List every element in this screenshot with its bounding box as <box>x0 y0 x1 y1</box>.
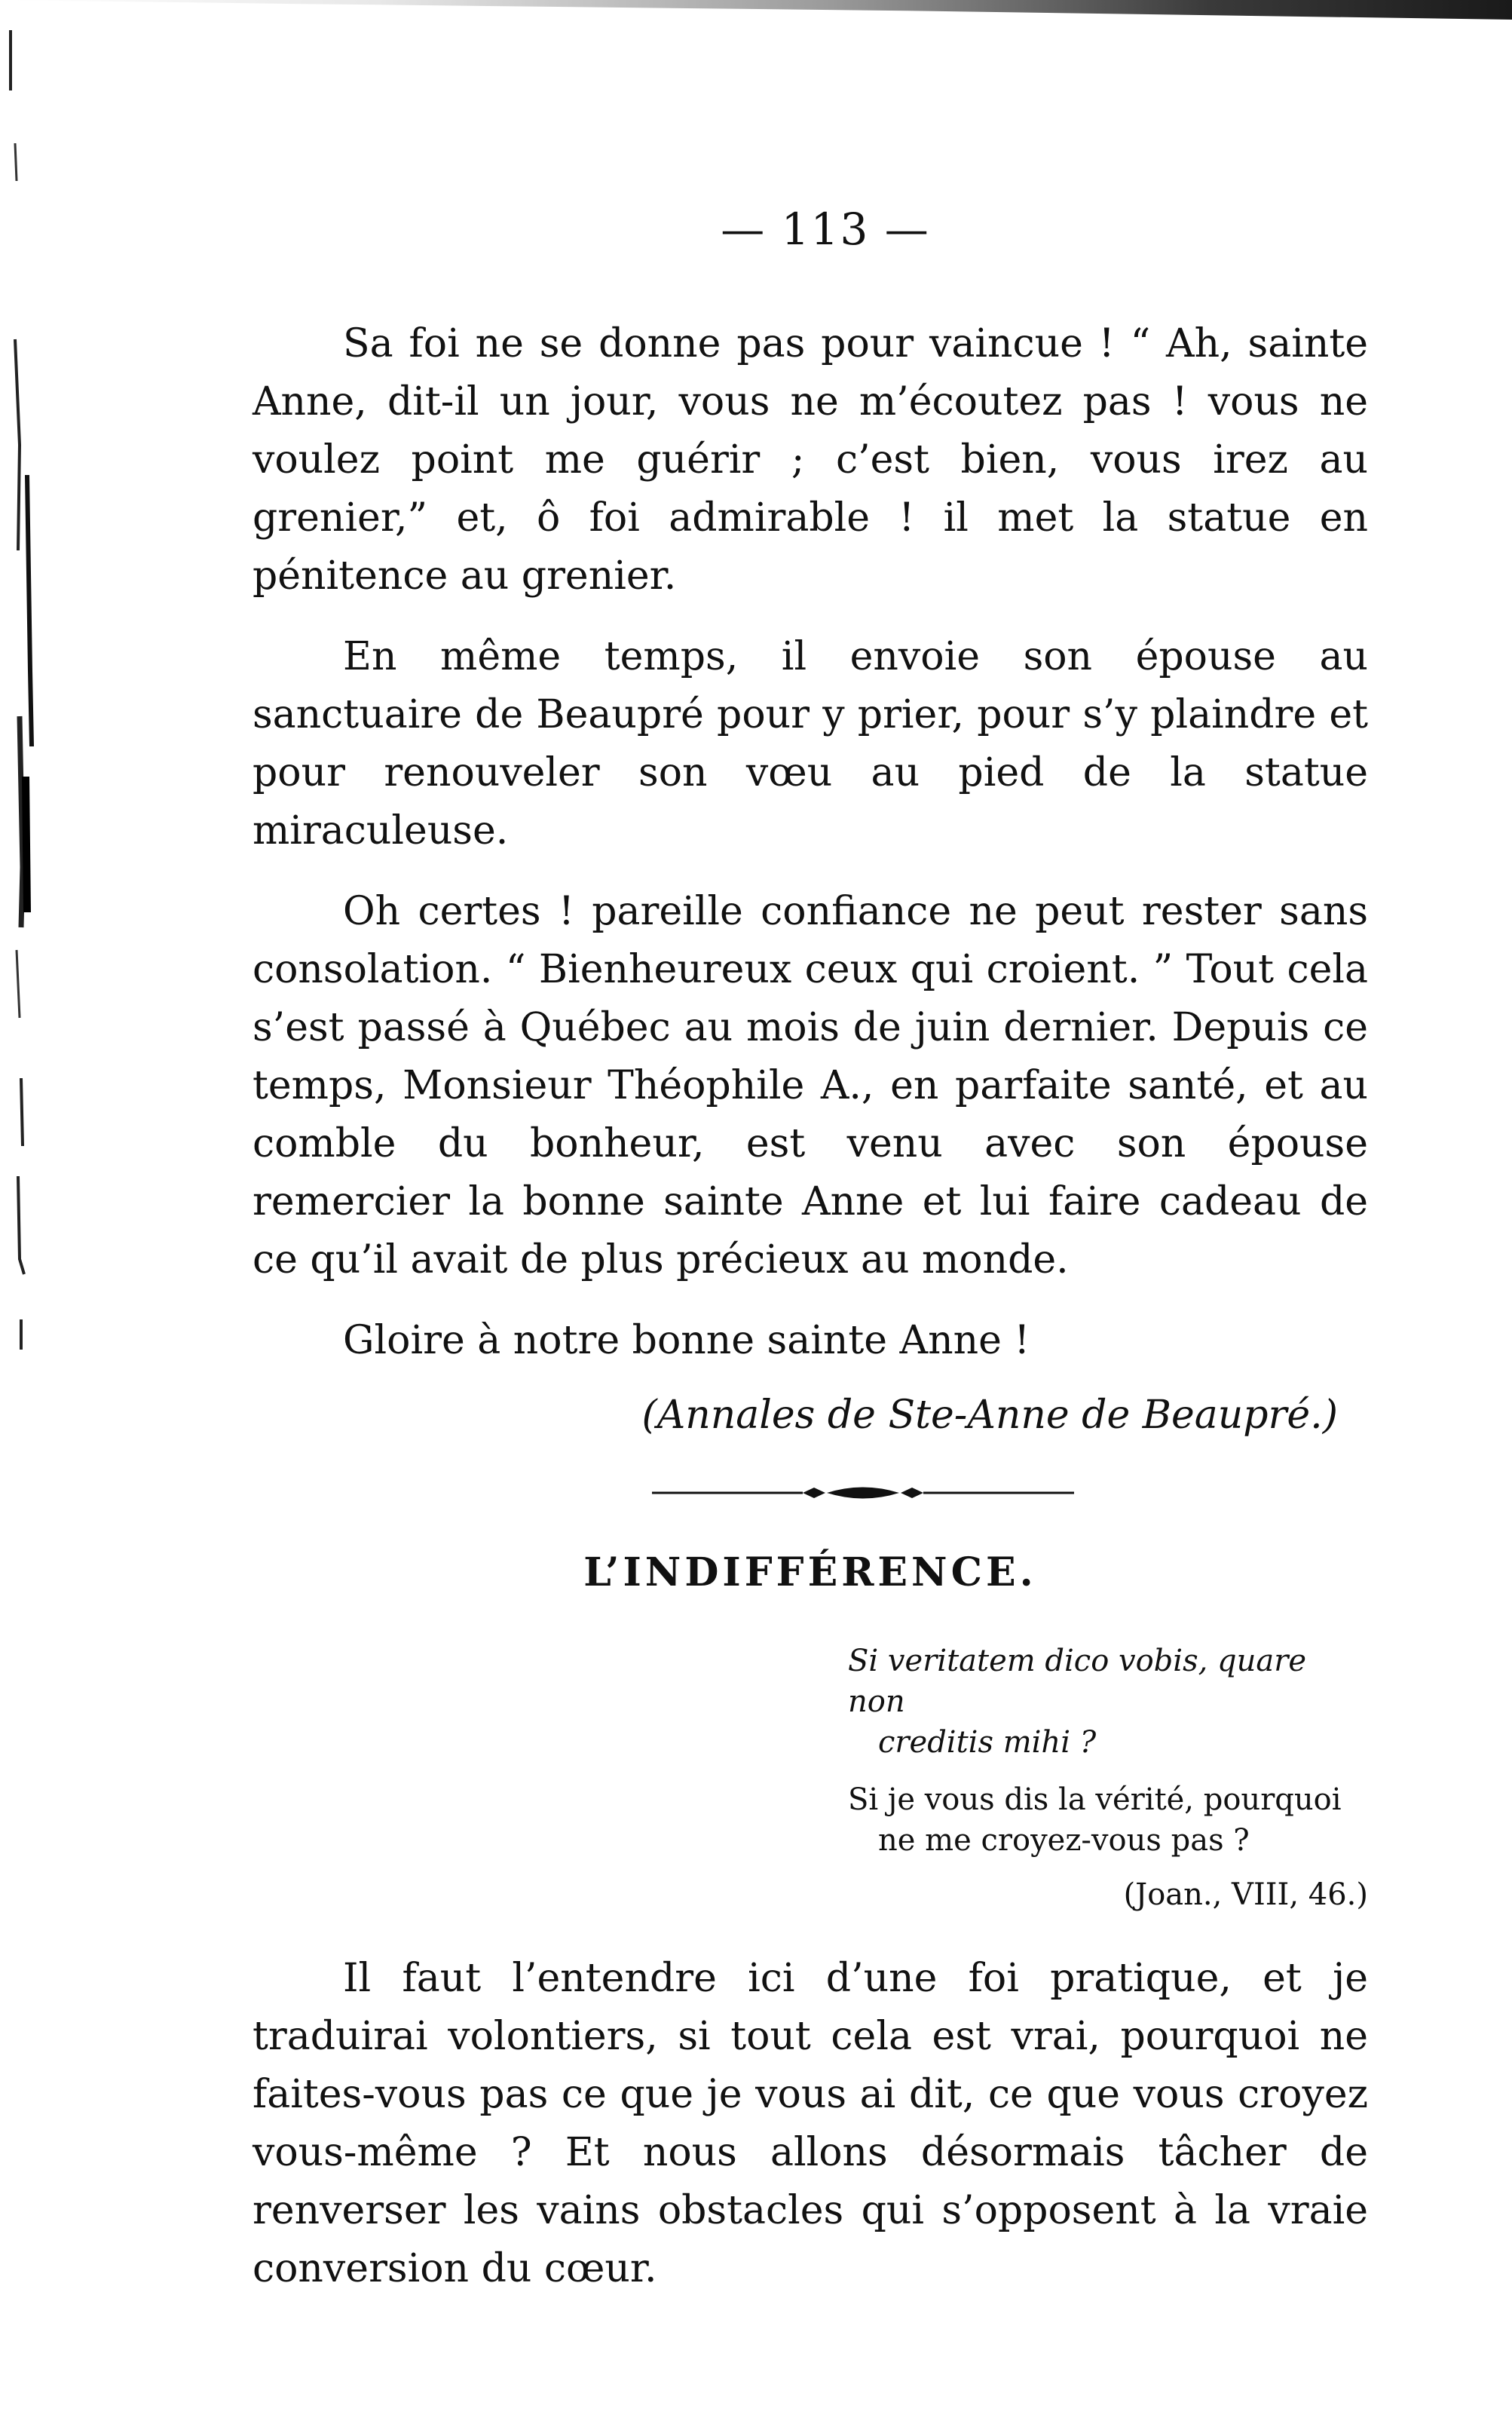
epigraph-french-line-2: ne me croyez-vous pas ? <box>878 1823 1250 1858</box>
epigraph-french <box>848 1779 1368 1861</box>
scan-binding-marks <box>5 23 38 1395</box>
scan-edge-shadow <box>0 0 1512 20</box>
section-title: L’INDIFFÉRENCE. <box>583 1549 1037 1595</box>
closing-paragraph: Il faut l’entendre ici d’une foi pratique, et je traduirai volontiers, si tout cela est vrai, pourquoi ne faites-vous pas ce que je vous ai dit, ce que vous croyez vous-même ? Et nous allons désormais tâcher de renverser les vains obstacles qui s’opposent à la vraie conversion du cœur. <box>253 1956 1368 2291</box>
paragraph-3: Oh certes ! pareille confiance ne peut rester sans consolation. “ Bienheureux ceux qui croient. ” Tout cela s’est passé à Québec au mois de juin dernier. Depuis ce temps, Monsieur Théophile A., en parfaite santé, et au comble du bonheur, est venu avec son épouse remercier la bonne sainte Anne et lui faire cadeau de ce qu’il avait de plus précieux au monde. <box>253 889 1368 1282</box>
epigraph-latin <box>848 1641 1368 1763</box>
epigraph-latin-line-1: Si veritatem dico vobis, quare non <box>848 1644 1307 1719</box>
epigraph <box>848 1641 1368 1912</box>
paragraph-2: En même temps, il envoie son épouse au sanctuaire de Beaupré pour y prier, pour s’y plaindre et pour renouveler son vœu au pied de la statue miraculeuse. <box>253 634 1368 853</box>
paragraph-1: Sa foi ne se donne pas pour vaincue ! “ Ah, sainte Anne, dit-il un jour, vous ne m’écoutez pas ! vous ne voulez point me guérir ; c’est bien, vous irez au grenier,” et, ô foi admirable ! il met la statue en pénitence au grenier. <box>253 321 1368 599</box>
book-page <box>253 204 1368 2321</box>
epigraph-french-line-1: Si je vous dis la vérité, pourquoi <box>848 1782 1342 1817</box>
section-divider-ornament <box>358 1482 1368 1504</box>
epigraph-latin-line-2: creditis mihi ? <box>878 1725 1097 1760</box>
epigraph-reference: (Joan., VIII, 46.) <box>1123 1877 1368 1912</box>
paragraph-4: Gloire à notre bonne sainte Anne ! <box>343 1318 1030 1363</box>
page-number: — 113 — <box>721 204 930 255</box>
source-citation: (Annales de Ste-Anne de Beaupré.) <box>641 1393 1338 1438</box>
